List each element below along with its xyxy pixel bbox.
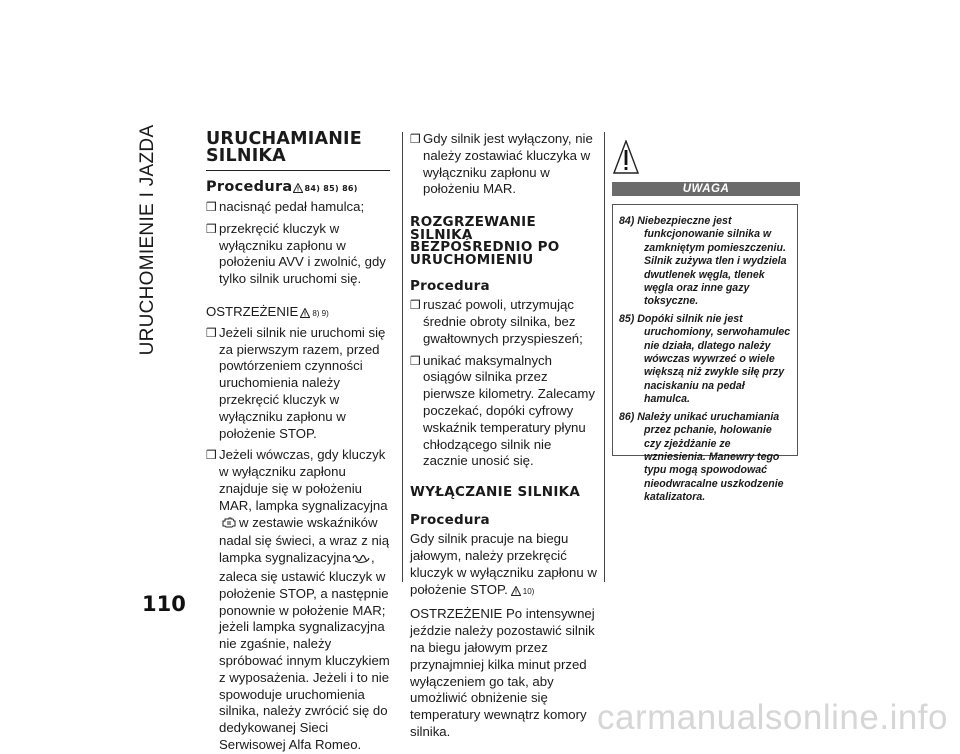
- page-number: 110: [142, 592, 186, 616]
- column-divider-right: [604, 132, 605, 582]
- bullet-item: ❒ przekręcić kluczyk w wyłączniku zapłonu w położeniu AVV i zwolnić, gdy tylko silnik uruchomi się.: [206, 220, 386, 287]
- para-stop: Gdy silnik pracuje na biegu jałowym, należy przekręcić kluczyk w wyłączniku zapłonu w położenie STOP. 10): [410, 531, 598, 600]
- ostrzezenie-label: OSTRZEŻENIE 8) 9): [206, 304, 392, 323]
- procedura-refs: 84) 85) 86): [304, 184, 358, 193]
- warning-note: 85) Dopóki silnik nie jest uruchomiony, serwohamulec nie działa, dlatego należy wówczas wywrzeć o wiele większą niż zwykle siłę przy naciskaniu na pedał hamulca.: [619, 312, 791, 406]
- bullet-item: ❒ Gdy silnik jest wyłączony, nie należy zostawiać kluczyka w wyłączniku zapłonu w położeniu MAR.: [410, 131, 593, 197]
- warning-note: 84) Niebezpieczne jest funkcjonowanie silnika w zamkniętym pomieszczeniu. Silnik zużywa tlen i wydziela dwutlenek węgla, tlenek węgla oraz inne gazy toksyczne.: [619, 215, 787, 308]
- bullet-item: ❒ Jeżeli wówczas, gdy kluczyk w wyłączniku zapłonu znajduje się w położeniu MAR, lampka sygnalizacyjnaw zestawie wskaźników nadal się świeci, a wraz z nią lampka sygnalizacyjna , zaleca się ustawić kluczyk w położenie STOP, a następnie ponownie w położenie MAR; jeżeli lampka sygnalizacyjna nie zgaśnie, należy spróbować innym kluczykiem z wyposażenia. Jeżeli i to nie spowoduje uruchomienia silnika, należy zwrócić się do dedykowanej Sieci Serwisowej Alfa Romeo.: [206, 447, 390, 752]
- warning-triangle-icon: [293, 181, 303, 197]
- column-1: [206, 131, 392, 754]
- ostrzezenie-refs: 8) 9): [312, 308, 329, 318]
- engine-warning-light-icon: [221, 516, 237, 534]
- bullet-item: ❒ ruszać powoli, utrzymując średnie obroty silnika, bez gwałtownych przyspieszeń;: [410, 297, 583, 346]
- warning-triangle-large-icon: [613, 140, 639, 179]
- checkbox-bullet-icon: ❒: [410, 298, 421, 313]
- checkbox-bullet-icon: ❒: [410, 132, 421, 146]
- checkbox-bullet-icon: ❒: [206, 448, 217, 463]
- bullet-item: ❒ unikać maksymalnych osiągów silnika przez pierwsze kilometry. Zalecamy poczekać, dopóki cyfrowy wskaźnik temperatury płynu chłodzącego silnik nie zacznie unosić się.: [410, 352, 595, 469]
- checkbox-bullet-icon: ❒: [206, 325, 217, 340]
- procedura-heading-2: Procedura: [410, 278, 490, 295]
- warning-triangle-icon: [511, 584, 521, 601]
- warning-triangle-icon: [300, 306, 310, 323]
- procedura-heading-text: Procedura: [206, 179, 293, 195]
- bullet-item: ❒ nacisnąć pedał hamulca;: [206, 199, 365, 214]
- para-ostrzezenie: OSTRZEŻENIE Po intensywnej jeździe należy pozostawić silnik na biegu jałowym przez przynajmniej kilka minut przed wyłączeniem go tak, aby umożliwić obniżenie się temperatury wewnątrz komory silnika.: [410, 606, 595, 739]
- checkbox-bullet-icon: ❒: [410, 353, 421, 368]
- glow-plug-light-icon: [352, 552, 370, 569]
- wylaczanie-heading: WYŁĄCZANIE SILNIKA: [410, 484, 581, 501]
- checkbox-bullet-icon: ❒: [206, 221, 217, 236]
- procedura-heading-3: Procedura: [410, 512, 490, 529]
- uwaga-header: UWAGA: [612, 182, 800, 196]
- checkbox-bullet-icon: ❒: [206, 200, 217, 214]
- column-2: [410, 131, 598, 741]
- uwaga-box: [612, 204, 798, 504]
- para-stop-ref: 10): [522, 586, 535, 596]
- section-title: URUCHAMIANIE SILNIKA: [206, 129, 362, 166]
- rozgrzewanie-heading: ROZGRZEWANIE SILNIKA BEZPOŚREDNIO PO URUCHOMIENIU: [410, 214, 560, 268]
- bullet-item: ❒ Jeżeli silnik nie uruchomi się za pierwszym razem, przed powtórzeniem czynności uruchomienia należy przekręcić kluczyk w wyłączniku zapłonu w położenie STOP.: [206, 324, 386, 441]
- warning-note: 86) Należy unikać uruchamiania przez pchanie, holowanie czy zjeżdżanie ze wzniesienia. Manewry tego typu mogą spowodować nieodwracalne uszkodzenie katalizatora.: [619, 410, 784, 504]
- column-divider-left: [402, 132, 403, 582]
- procedura-heading: [206, 179, 392, 197]
- watermark: carmanualsonline.info: [597, 698, 948, 737]
- section-title-wrap: [206, 131, 390, 171]
- chapter-title: URUCHOMIENIE I JAZDA: [137, 124, 158, 356]
